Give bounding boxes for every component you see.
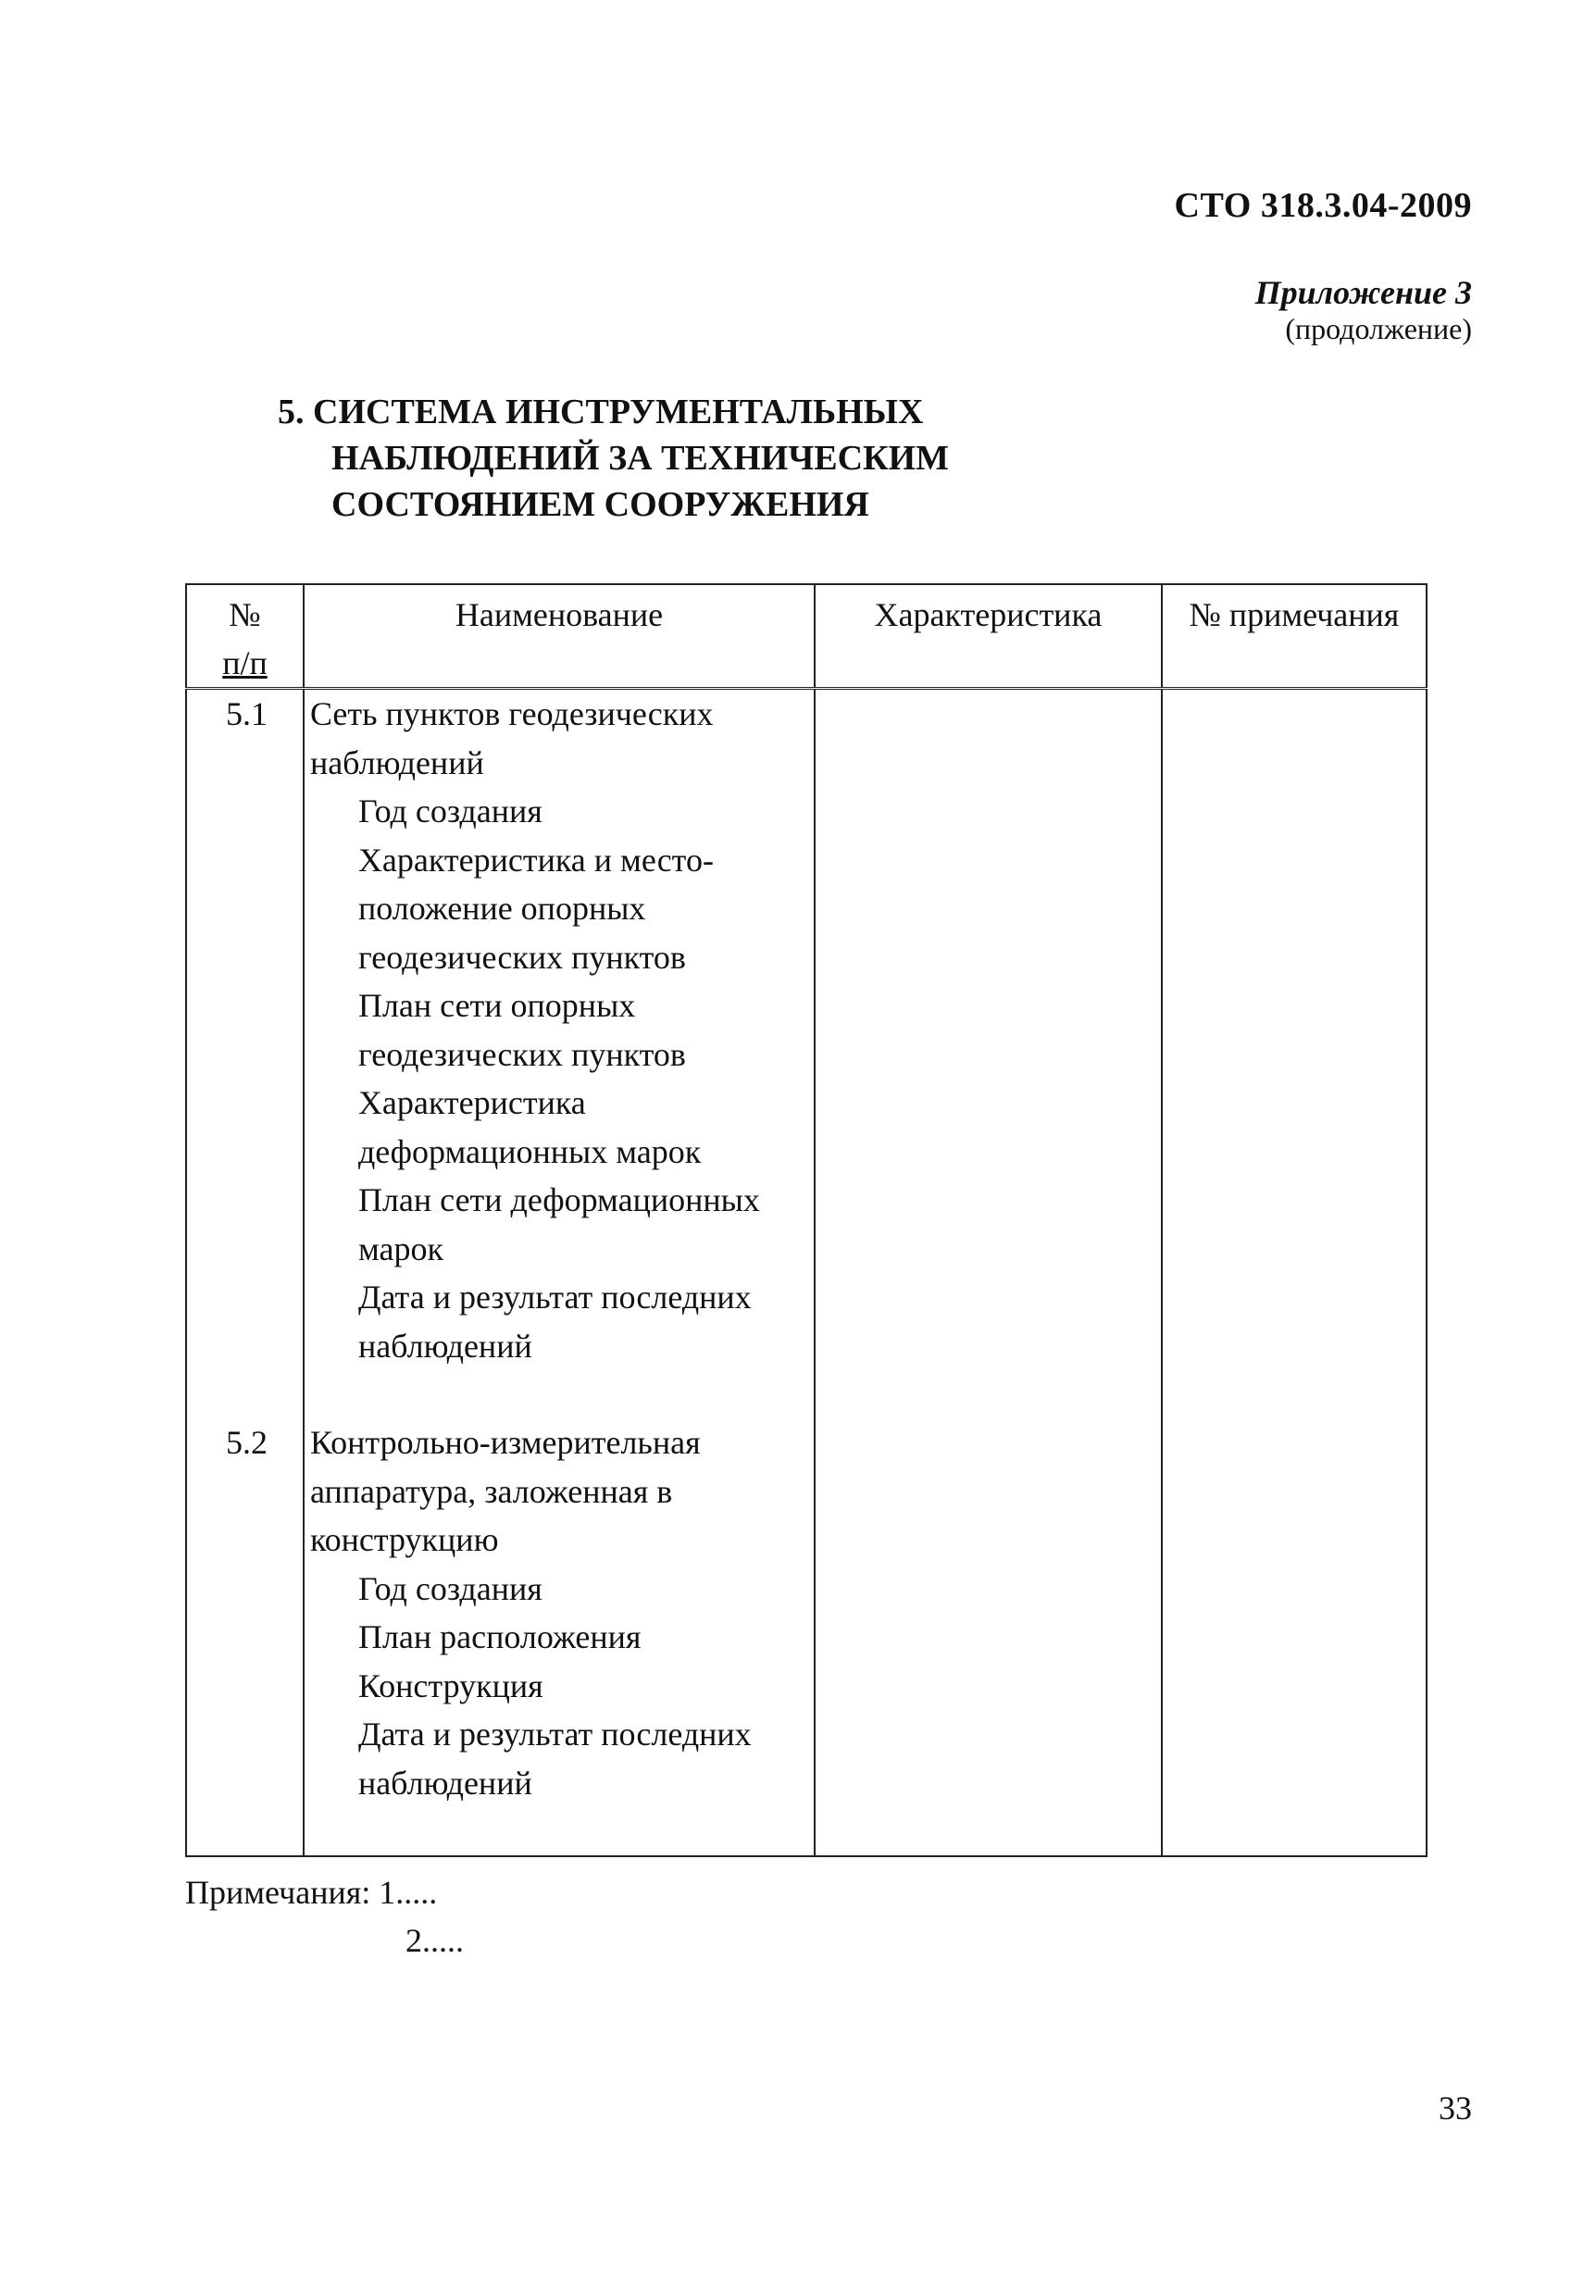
appendix-title: Приложение 3 — [1254, 274, 1472, 311]
row-note-number — [1162, 689, 1427, 1419]
table-row — [186, 1418, 1427, 1856]
appendix-continuation: (продолжение) — [1285, 312, 1472, 346]
row-title-line: конструкцию — [309, 1521, 499, 1558]
appendix-heading — [1255, 274, 1472, 346]
header-number-abbr: п/п — [222, 644, 268, 681]
row-subitem: Конструкция — [357, 1666, 543, 1704]
row-number: 5.1 — [186, 689, 304, 1419]
header-number-symbol: № — [229, 596, 261, 633]
row-subitem: Дата и результат последних — [357, 1279, 752, 1316]
table-row — [186, 689, 1427, 1419]
section-title-line: СОСТОЯНИЕМ СООРУЖЕНИЯ — [331, 485, 869, 524]
row-name — [304, 689, 815, 1419]
row-subitem: марок — [357, 1229, 443, 1267]
row-title-line: Сеть пунктов геодезических — [309, 695, 714, 732]
section-title — [278, 389, 949, 528]
row-subitem: План расположения — [357, 1618, 642, 1655]
row-title-line: аппаратура, заложенная в — [309, 1472, 673, 1510]
instrument-observations-table — [185, 583, 1428, 1857]
table-header-row — [186, 584, 1427, 689]
document-code: СТО 318.3.04-2009 — [1174, 186, 1472, 225]
row-spacer — [310, 1370, 814, 1418]
row-number: 5.2 — [186, 1418, 304, 1856]
header-characteristic: Характеристика — [815, 584, 1162, 689]
row-subitem: наблюдений — [357, 1327, 532, 1365]
row-subitem: Дата и результат последних — [357, 1716, 752, 1753]
row-characteristic — [815, 1418, 1162, 1856]
row-name — [304, 1418, 815, 1856]
row-title-line: Контрольно-измерительная — [309, 1424, 701, 1461]
row-spacer — [310, 1807, 814, 1855]
page-number: 33 — [1439, 2090, 1472, 2127]
row-subitem: положение опорных — [357, 890, 646, 927]
row-subitem: План сети деформационных — [357, 1181, 760, 1218]
row-subitem: Год создания — [357, 792, 542, 830]
row-subitem: Год создания — [357, 1569, 542, 1607]
header-note-number: № примечания — [1162, 584, 1427, 689]
row-note-number — [1162, 1418, 1427, 1856]
notes-line-1: Примечания: 1..... — [185, 1874, 438, 1911]
row-subitem: План сети опорных — [357, 987, 636, 1024]
row-subitem: Характеристика и место- — [357, 841, 714, 879]
header-number — [186, 584, 304, 689]
row-subitem: деформационных марок — [357, 1132, 702, 1170]
notes — [185, 1868, 464, 1965]
row-subitem: геодезических пунктов — [357, 1035, 686, 1073]
header-name: Наименование — [304, 584, 815, 689]
row-characteristic — [815, 689, 1162, 1419]
row-subitem: Характеристика — [357, 1084, 586, 1121]
notes-line-2: 2..... — [405, 1922, 464, 1959]
row-subitem: наблюдений — [357, 1764, 532, 1802]
section-title-line: 5. СИСТЕМА ИНСТРУМЕНТАЛЬНЫХ — [278, 393, 924, 431]
section-title-line: НАБЛЮДЕНИЙ ЗА ТЕХНИЧЕСКИМ — [331, 439, 949, 478]
row-title-line: наблюдений — [309, 743, 484, 781]
row-subitem: геодезических пунктов — [357, 938, 686, 976]
